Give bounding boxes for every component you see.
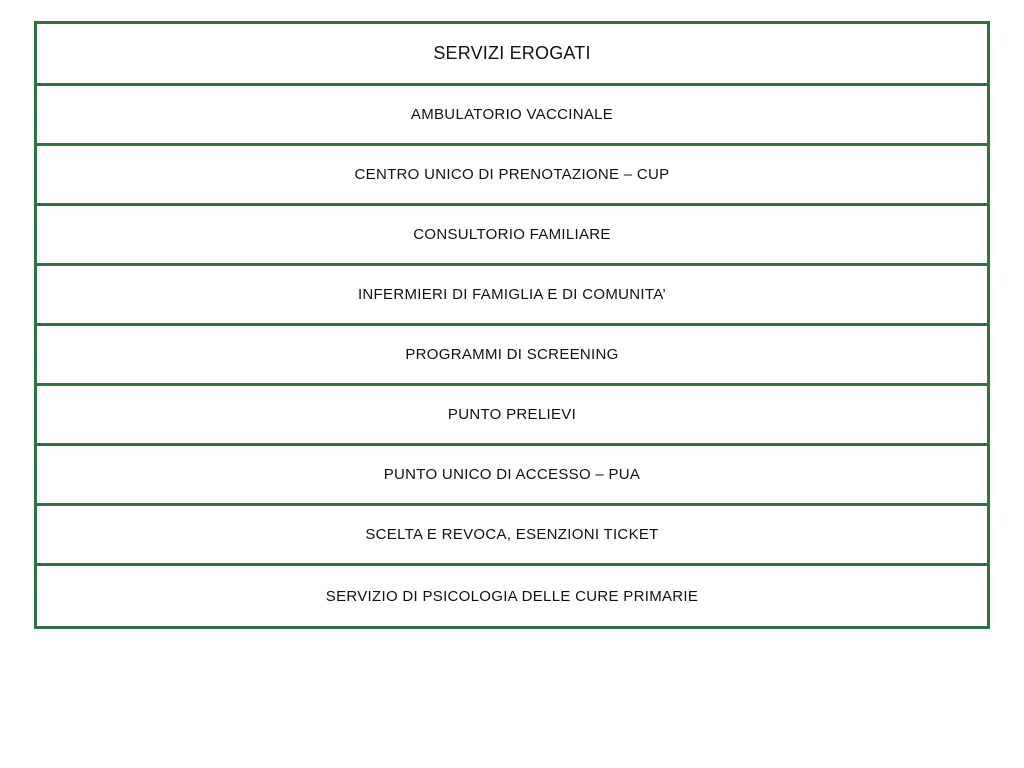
table-row: AMBULATORIO VACCINALE bbox=[37, 86, 987, 146]
table-row: INFERMIERI DI FAMIGLIA E DI COMUNITA’ bbox=[37, 266, 987, 326]
table-row: SERVIZIO DI PSICOLOGIA DELLE CURE PRIMARIE bbox=[325, 587, 699, 605]
table-row: PROGRAMMI DI SCREENING bbox=[37, 326, 987, 386]
table-header: SERVIZI EROGATI bbox=[37, 24, 987, 86]
table-row: PUNTO UNICO DI ACCESSO – PUA bbox=[37, 446, 987, 506]
table-row: CENTRO UNICO DI PRENOTAZIONE – CUP bbox=[37, 146, 987, 206]
table-row: PUNTO PRELIEVI bbox=[37, 386, 987, 446]
table-row: SCELTA E REVOCA, ESENZIONI TICKET bbox=[37, 506, 987, 566]
table-row: CONSULTORIO FAMILIARE bbox=[37, 206, 987, 266]
services-table bbox=[34, 21, 990, 629]
